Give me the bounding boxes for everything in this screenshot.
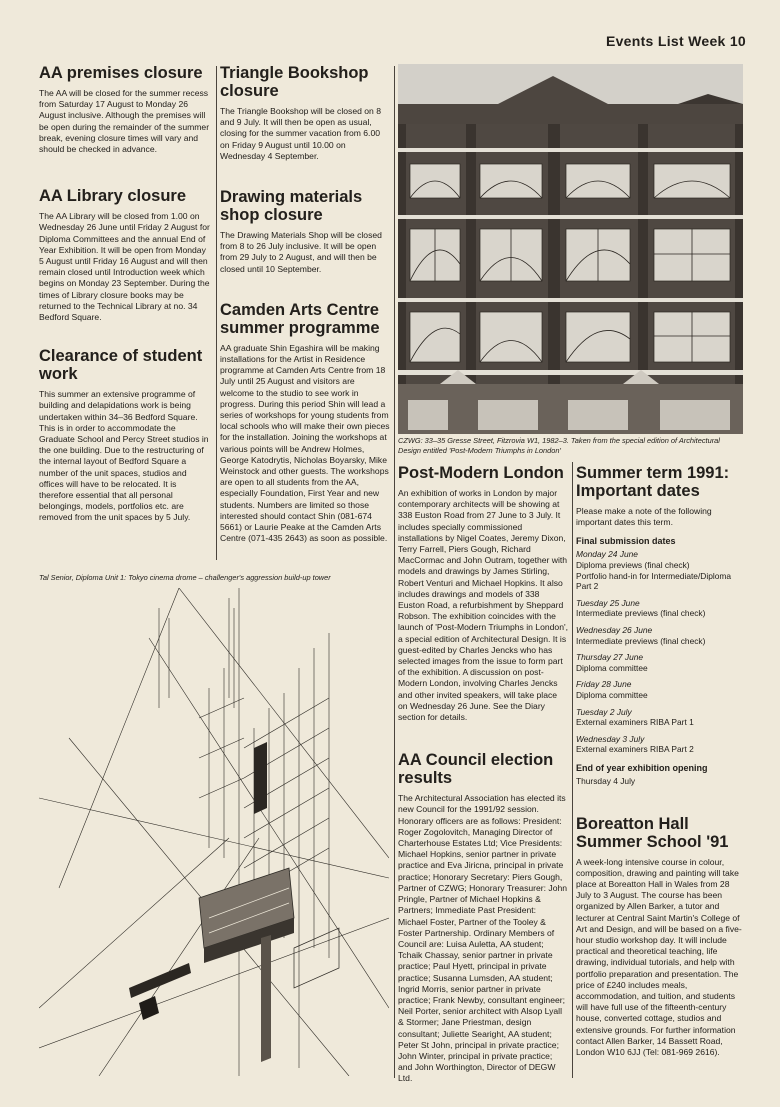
- date-entry: [576, 652, 744, 673]
- dates-list: [576, 549, 744, 755]
- date-text: External examiners RIBA Part 1: [576, 717, 694, 728]
- date-entry: [576, 598, 744, 619]
- date-label: Thursday 27 June: [576, 652, 644, 663]
- column-3: [398, 464, 568, 1085]
- council-title: AA Council election results: [398, 751, 554, 788]
- library-closure-body: The AA Library will be closed from 1.00 on Wednesday 26 June until Friday 2 August for Diploma Committees and the annual End of Year Exhibition. It will be open from Monday 5 August until Friday 16 August and will then remain closed until Introduction week which begins on Monday 23 September. During the times of Library closure books may be returned to the Technical Library at no. 34 Bedford Square.: [39, 211, 210, 323]
- column-rule: [572, 462, 573, 1078]
- date-label: Friday 28 June: [576, 679, 632, 690]
- postmodern-body: An exhibition of works in London by major contemporary architects will be showing at 338 Euston Road from 27 June to 3 July. It includes specially commissioned installations by Nigel Coates, Jeremy Dixon, Terry Farrell, Piers Gough, Richard MacCormac and John Outram, together with models and drawings by James Stirling, Robert Venturi and Michael Hopkins. It also includes drawings and models of 338 Euston Road, a refurbishment by Sheppard Robson. The exhibition coincides with the launch of 'Post-Modern Triumphs in London', a special edition of Architectural Design. It is guest-edited by Charles Jencks who has selected images from the issue to form part of the exhibition. A discussion on post-Modern London, involving Charles Jencks and other invited speakers, will take place on Wednesday 26 June. See the Diary section for details.: [398, 488, 568, 723]
- exhibition-opening-heading: End of year exhibition opening: [576, 762, 708, 773]
- date-text: Diploma committee: [576, 689, 648, 700]
- bookshop-article: [220, 64, 390, 162]
- summer-term-article: [576, 464, 744, 787]
- column-1: [39, 64, 211, 524]
- drawing-shop-body: The Drawing Materials Shop will be closed from 8 to 26 July inclusive. It will be open from 29 July to 2 August, and will then be closed until 10 September.: [220, 230, 382, 274]
- column-4: [576, 464, 744, 1058]
- council-article: [398, 751, 568, 1084]
- date-text: Diploma previews (final check) Portfolio hand-in for Intermediate/Diploma Part 2: [576, 560, 732, 592]
- date-label: Wednesday 3 July: [576, 733, 645, 744]
- premises-closure-title: AA premises closure: [39, 64, 203, 82]
- date-entry: [576, 679, 744, 700]
- premises-closure-body: The AA will be closed for the summer recess from Saturday 17 August to Monday 26 August inclusive. Although the premises will be open during the remainder of the summer break, evening closure times will vary and should be checked in advance.: [39, 88, 210, 155]
- clearance-body: This summer an extensive programme of building and delapidations work is being undertaken within 34–36 Bedford Square. This is in order to accommodate the Graduate School and Percy Street studios in the one building. Due to the restructuring of the internal layout of Bedford Square a number of the unit spaces, studios and offices will have to be relocated. It is therefore essential that all personal belongings, models, portfolios etc. are removed from the unit spaces by 5 July.: [39, 389, 209, 523]
- camden-body: AA graduate Shin Egashira will be making installations for the Artist in Residence programme at Camden Arts Centre from 18 July until 25 August and visitors are welcome to the studio to see work in progress. During this period Shin will lead a series of workshops for young students from local schools who will make their own pieces for the installation. Joining the workshops at various points will be Andrew Holmes, George Katodrytis, Nicholas Boyarsky, Mike Weinstock and other guests. The workshops are open to all students from the AA, especially Foundation, First Year and new students. Numbers are limited so those interested should contact Shin (081-674 5661) or Laurie Peake at the Camden Arts Centre (071-435 2643) as soon as possible.: [220, 342, 390, 544]
- date-text: External examiners RIBA Part 2: [576, 744, 694, 755]
- tower-drawing: [39, 588, 389, 1076]
- drawing-caption: Tal Senior, Diploma Unit 1: Tokyo cinema drome – challenger's aggression build-up tower: [39, 573, 331, 582]
- drawing-shop-article: [220, 188, 390, 275]
- postmodern-article: [398, 464, 568, 723]
- camden-title: Camden Arts Centre summer programme: [220, 300, 380, 337]
- council-body: The Architectural Association has elected its new Council for the 1991/92 session. Honorary officers are as follows: President: Roger Zogolovitch, Managing Director of Charterhouse Estates Ltd; Vice Presidents: Michael Hopkins, senior partner in private practice and Eva Jiricna, principal in private practice; Honorary Secretary: Piers Gough, Partner of CZWG; Honorary Treasurer: John Pringle, Partner of Michael Hopkins & Partners; Immediate Past President: Michael Foster, Partner of the Tooley & Foster Partnership. Ordinary Members of Council are: Luisa Auletta, AA student; Tchaik Chassay, senior partner in private practice; Paul Hyett, principal in private practice; Susanna Lumsden, AA student; Ingrid Morris, senior partner in private practice; Frank Newby, consultant engineer; Neil Porter, senior architect with Alsop Lyall & Stormer; Jane Priestman, design consultant; Juliette Searight, AA student; Peter St John, principal in private practice; John Winter, principal in private practice; and John Worthington, Director of DEGW Ltd.: [398, 793, 568, 1084]
- date-label: Tuesday 2 July: [576, 706, 632, 717]
- final-submission-heading: Final submission dates: [576, 536, 676, 547]
- date-entry: [576, 549, 744, 591]
- date-label: Tuesday 25 June: [576, 597, 640, 608]
- bookshop-title: Triangle Bookshop closure: [220, 64, 369, 100]
- photo-caption: CZWG: 33–35 Gresse Street, Fitzrovia W1, 1982–3. Taken from the special edition of Architectural Design entitled 'Post-Modern Triumphs in London': [398, 436, 720, 455]
- boreatton-article: [576, 815, 744, 1059]
- summer-term-intro: Please make a note of the following important dates this term.: [576, 506, 712, 528]
- building-photo-svg: [398, 64, 743, 434]
- library-closure-title: AA Library closure: [39, 187, 187, 206]
- exhibition-opening-date: Thursday 4 July: [576, 775, 636, 786]
- date-entry: [576, 707, 744, 728]
- camden-article: [220, 301, 390, 545]
- library-closure-article: [39, 187, 211, 323]
- date-text: Diploma committee: [576, 662, 648, 673]
- date-label: Wednesday 26 June: [576, 624, 653, 635]
- premises-closure-article: [39, 64, 211, 155]
- column-rule: [394, 66, 395, 1078]
- boreatton-body: A week-long intensive course in colour, composition, drawing and painting will take place at Boreatton Hall in Wales from 28 July to 3 August. The course has been organized by Allen Barker, a tutor and lecturer at Central Saint Martin's College of Art and Design, and will be based on a five-hour studio workshop day. It will include practical and theoretical teaching, life drawing, individual tutorials, and help with portfolio preparation and presentation. The price of £240 includes meals, accommodation, and tuition, and students will have full use of the fifteenth-century house, converted cottage, studios and extensive grounds. For further information contact Allen Barker, 14 Bassett Road, London W10 6JJ (Tel: 081-969 2616).: [576, 856, 742, 1057]
- bookshop-body: The Triangle Bookshop will be closed on 8 and 9 July. It will then be open as usual, closing for the summer vacation from 6.00 on Friday 9 August until 10.00 on Wednesday 4 September.: [220, 106, 381, 161]
- clearance-title: Clearance of student work: [39, 347, 203, 384]
- building-photo: [398, 64, 743, 434]
- drawing-shop-title: Drawing materials shop closure: [220, 188, 363, 225]
- date-text: Intermediate previews (final check): [576, 635, 706, 646]
- boreatton-title: Boreatton Hall Summer School '91: [576, 814, 729, 851]
- column-2: [220, 64, 390, 544]
- clearance-article: [39, 347, 211, 523]
- date-entry: [576, 625, 744, 646]
- date-text: Intermediate previews (final check): [576, 608, 706, 619]
- page-header: Events List Week 10: [605, 33, 746, 49]
- summer-term-title: Summer term 1991: Important dates: [576, 464, 730, 500]
- date-label: Monday 24 June: [576, 549, 638, 560]
- tower-drawing-svg: [39, 588, 389, 1076]
- column-rule: [216, 66, 217, 560]
- date-entry: [576, 734, 744, 755]
- postmodern-title: Post-Modern London: [398, 464, 564, 482]
